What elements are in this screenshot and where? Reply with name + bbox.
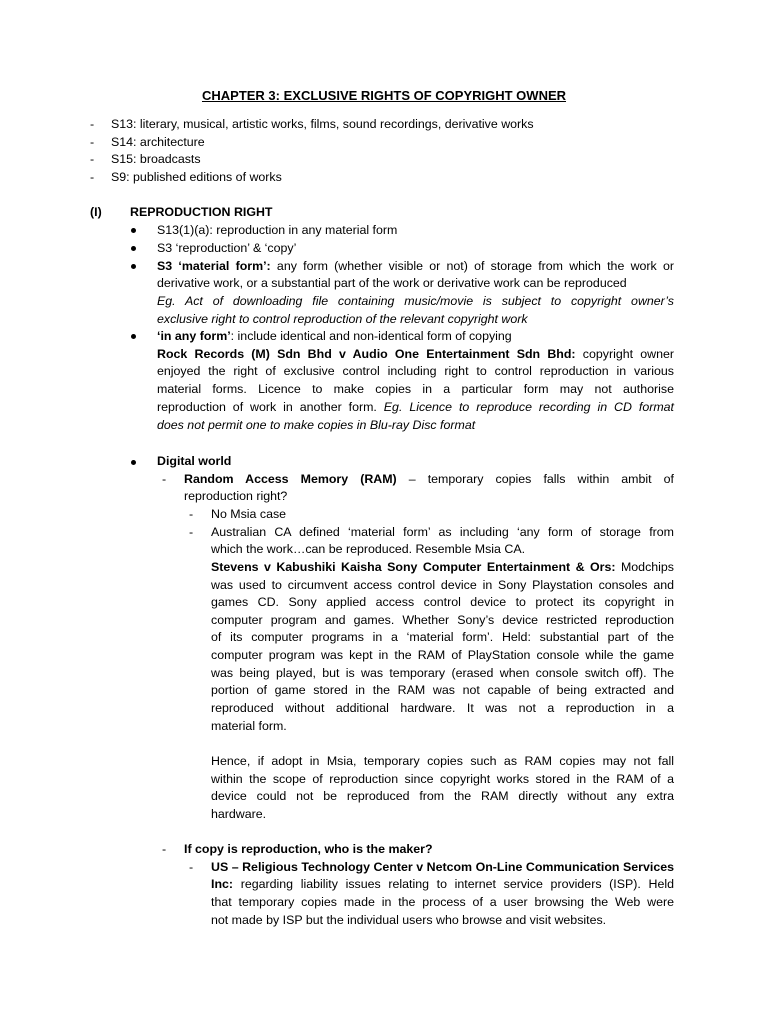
text: : include identical and non-identical form of copying bbox=[230, 329, 512, 343]
case-line bbox=[157, 399, 674, 417]
case-name: Rock Records (M) Sdn Bhd v Audio One Entertainment Sdn Bhd: bbox=[157, 347, 576, 361]
conclusion-line: hardware. bbox=[211, 807, 267, 821]
case-line: was being played, but is was temporary (erased when console switch off). The bbox=[211, 666, 674, 680]
bullet-text: S13(1)(a): reproduction in any material form bbox=[157, 223, 398, 237]
section-item: S14: architecture bbox=[111, 135, 205, 149]
case-line: not made by ISP but the individual users who browse and visit websites. bbox=[211, 913, 607, 927]
case-line: reproduced without additional hardware. It was not a reproduction in a bbox=[211, 701, 674, 715]
list-dash: - bbox=[189, 525, 194, 539]
text: – temporary copies falls within ambit of bbox=[408, 472, 674, 486]
chapter-title: CHAPTER 3: EXCLUSIVE RIGHTS OF COPYRIGHT OWNER bbox=[201, 88, 567, 103]
bullet-icon bbox=[131, 264, 136, 269]
bullet-text: S3 ‘reproduction’ & ‘copy’ bbox=[157, 241, 297, 255]
case-line: computer program and games. Whether Sony’s device restricted reproduction bbox=[211, 613, 674, 627]
case-name: US – Religious Technology Center v Netcom On-Line Communication Services bbox=[211, 860, 674, 874]
list-dash: - bbox=[90, 152, 95, 166]
bullet-text bbox=[157, 328, 512, 346]
case-line bbox=[211, 559, 674, 577]
bullet-text bbox=[157, 258, 674, 276]
list-dash: - bbox=[90, 117, 95, 131]
case-name: Inc: bbox=[211, 877, 234, 891]
text: Modchips bbox=[620, 560, 674, 574]
bullet-icon bbox=[131, 246, 136, 251]
list-dash: - bbox=[189, 507, 194, 521]
example: Eg. Licence to reproduce recording in CD format bbox=[383, 400, 674, 414]
bullet-text-line: derivative work, or a substantial part of the work or derivative work can be reproduced bbox=[157, 276, 627, 290]
case-line: was used to circumvent access control device in Sony Playstation consoles and bbox=[211, 578, 674, 592]
bullet-icon bbox=[131, 460, 136, 465]
case-line bbox=[211, 876, 674, 894]
example-line: exclusive right to control reproduction of the relevant copyright work bbox=[157, 312, 528, 326]
bullet-icon bbox=[131, 228, 136, 233]
ram-line bbox=[184, 471, 674, 489]
list-dash: - bbox=[90, 135, 95, 149]
term: Random Access Memory (RAM) bbox=[184, 472, 397, 486]
sub-item: Australian CA defined ‘material form’ as including ‘any form of storage from bbox=[211, 525, 674, 539]
text: regarding liability issues relating to internet service providers (ISP). Held bbox=[240, 877, 674, 891]
sub-item: No Msia case bbox=[211, 507, 287, 521]
list-dash: - bbox=[189, 860, 194, 874]
case-line: computer program was kept in the RAM of PlayStation console while the game bbox=[211, 648, 674, 662]
case-line: enjoyed the right of exclusive control including right to control reproduction in various bbox=[157, 364, 674, 378]
case-line: material forms. Licence to make copies in a particular form may not authorise bbox=[157, 382, 674, 396]
case-line: games CD. Sony applied access control device to protect its copyright in bbox=[211, 595, 674, 609]
term: ‘in any form’ bbox=[157, 329, 231, 343]
case-line: that temporary copies made in the process of a user browsing the Web were bbox=[211, 895, 674, 909]
ram-line: reproduction right? bbox=[184, 489, 288, 503]
part-number: (I) bbox=[90, 205, 102, 219]
case-line: portion of game stored in the RAM was not capable of being extracted and bbox=[211, 683, 674, 697]
case-line bbox=[157, 346, 674, 364]
conclusion-line: Hence, if adopt in Msia, temporary copies such as RAM copies may not fall bbox=[211, 754, 674, 768]
list-dash: - bbox=[90, 170, 95, 184]
section-item: S9: published editions of works bbox=[111, 170, 282, 184]
text: copyright owner bbox=[582, 347, 674, 361]
example-line: does not permit one to make copies in Blu-ray Disc format bbox=[157, 418, 476, 432]
conclusion-line: within the scope of reproduction since copyright works stored in the RAM of a bbox=[211, 772, 674, 786]
case-line: of its computer programs in a ‘material form’. Held: substantial part of the bbox=[211, 630, 674, 644]
list-dash: - bbox=[162, 842, 167, 856]
conclusion-line: device could not be reproduced from the RAM directly without any extra bbox=[211, 789, 674, 803]
part-heading: REPRODUCTION RIGHT bbox=[130, 205, 273, 219]
question-heading: If copy is reproduction, who is the maker? bbox=[184, 842, 433, 856]
list-dash: - bbox=[162, 472, 167, 486]
example-line: Eg. Act of downloading file containing music/movie is subject to copyright owner’s bbox=[157, 294, 674, 308]
text: any form (whether visible or not) of storage from which the work or bbox=[276, 259, 674, 273]
subheading: Digital world bbox=[157, 454, 232, 468]
section-item: S13: literary, musical, artistic works, films, sound recordings, derivative works bbox=[111, 117, 534, 131]
section-item: S15: broadcasts bbox=[111, 152, 201, 166]
text: reproduction of work in another form. bbox=[157, 400, 377, 414]
case-name: Stevens v Kabushiki Kaisha Sony Computer Entertainment & Ors: bbox=[211, 560, 616, 574]
case-line: material form. bbox=[211, 719, 287, 733]
sub-item-line: which the work…can be reproduced. Resemble Msia CA. bbox=[211, 542, 526, 556]
bullet-icon bbox=[131, 334, 136, 339]
term: S3 ‘material form’: bbox=[157, 259, 271, 273]
